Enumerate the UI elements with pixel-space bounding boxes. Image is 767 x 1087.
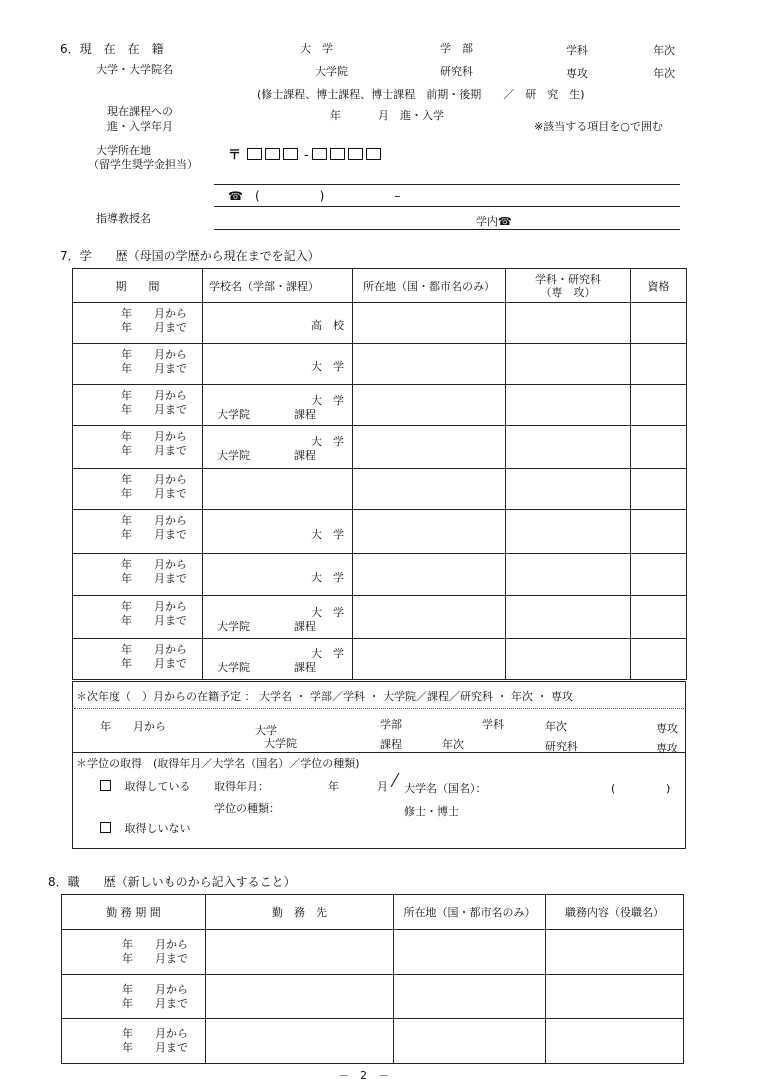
qualification-cell[interactable] — [631, 639, 687, 680]
degree-has-label: 取得している — [124, 780, 191, 793]
degree-has-checkbox[interactable] — [100, 780, 111, 791]
postal-code-field[interactable]: 〒 - — [228, 144, 384, 163]
col-location: 所在地（国・都市名のみ） — [353, 269, 506, 303]
period-cell[interactable]: 年 月から 年 月まで — [73, 639, 203, 680]
page-number: － 2 － — [338, 1069, 389, 1082]
degree-univ-label: 大学名（国名）： — [404, 782, 487, 795]
period-cell[interactable]: 年 月から 年 月まで — [73, 510, 203, 554]
period-cell[interactable]: 年 月から 年 月まで — [73, 596, 203, 639]
degree-year-label[interactable]: 年 — [328, 780, 339, 793]
tel-field[interactable] — [228, 189, 400, 203]
address-line — [214, 184, 680, 185]
table-row — [62, 1019, 684, 1064]
work-location-cell[interactable] — [394, 1019, 546, 1064]
daigaku-label: 大 学 — [300, 42, 333, 55]
major-cell[interactable] — [506, 510, 631, 554]
table-row — [73, 385, 687, 426]
period-cell[interactable]: 年 月から 年 月まで — [73, 344, 203, 385]
entry-year-label: 年 — [330, 109, 341, 122]
qualification-cell[interactable] — [631, 554, 687, 596]
next-year-title: ＊次年度（ ）月からの在籍予定 ： 大学名 ・ 学部／学科 ・ 大学院／課程／研究科 ・ 年次 ・ 専攻 — [76, 690, 573, 703]
next-from-label[interactable]: 年 月から — [100, 720, 166, 733]
current-course-label-1: 現在課程への — [107, 105, 173, 118]
school-cell[interactable]: 大 学 大学院 課程 — [203, 596, 353, 639]
qualification-cell[interactable] — [631, 426, 687, 469]
table-row — [73, 510, 687, 554]
major-cell[interactable] — [506, 385, 631, 426]
advisor-label: 指導教授名 — [96, 212, 151, 225]
table-row — [73, 596, 687, 639]
table-row — [73, 639, 687, 680]
school-cell[interactable]: 大 学 — [203, 510, 353, 554]
col-period: 期 間 — [73, 269, 203, 303]
table-row — [73, 469, 687, 510]
school-cell[interactable]: 大 学 大学院 課程 — [203, 385, 353, 426]
major-cell[interactable] — [506, 344, 631, 385]
next-daigaku-label[interactable]: 大学 — [255, 724, 277, 737]
location-cell[interactable] — [353, 554, 506, 596]
qualification-cell[interactable] — [631, 385, 687, 426]
school-cell[interactable]: 高 校 — [203, 303, 353, 344]
work-location-cell[interactable] — [394, 930, 546, 975]
kenkyuka-label: 研究科 — [440, 65, 473, 78]
location-cell[interactable] — [353, 426, 506, 469]
duties-cell[interactable] — [546, 930, 684, 975]
col-major-line1: 学科・研究科 — [535, 272, 601, 286]
next-katei-label[interactable]: 課程 — [380, 738, 402, 751]
qualification-cell[interactable] — [631, 596, 687, 639]
nenji-label-2: 年次 — [653, 67, 675, 80]
advisor-line — [214, 229, 680, 230]
section6-heading: 6．現 在 在 籍 — [60, 42, 164, 56]
next-senko-label-2[interactable]: 専攻 — [656, 742, 678, 755]
degree-not-option[interactable] — [100, 820, 191, 836]
next-nenji-label-2[interactable]: 年次 — [442, 738, 464, 751]
next-nenji-label[interactable]: 年次 — [545, 720, 567, 733]
univ-address-label-2: （留学生奨学金担当） — [88, 158, 198, 171]
univ-name-label: 大学・大学院名 — [96, 63, 173, 76]
location-cell[interactable] — [353, 639, 506, 680]
period-cell[interactable]: 年 月から 年 月まで — [73, 469, 203, 510]
gakubu-label: 学 部 — [440, 42, 473, 55]
col-work-period: 勤 務 期 間 — [62, 895, 206, 930]
qualification-cell[interactable] — [631, 303, 687, 344]
tel-dash: – — [394, 189, 401, 203]
table-row — [62, 930, 684, 975]
period-cell[interactable]: 年 月から 年 月まで — [73, 385, 203, 426]
degree-type-value[interactable]: 修士・博士 — [404, 805, 459, 818]
major-cell[interactable] — [506, 639, 631, 680]
daigakuin-label: 大学院 — [315, 65, 348, 78]
col-qualification: 資格 — [631, 269, 687, 303]
degree-not-label: 取得しいない — [124, 822, 191, 835]
work-period-cell[interactable]: 年 月から 年 月まで — [62, 975, 206, 1019]
tel-line — [214, 206, 680, 207]
qualification-cell[interactable] — [631, 510, 687, 554]
table-row — [73, 554, 687, 596]
school-cell[interactable] — [203, 469, 353, 510]
qualification-cell[interactable] — [631, 344, 687, 385]
major-cell[interactable] — [506, 469, 631, 510]
campus-ext-label: 学内☎ — [476, 215, 512, 228]
gakka-label: 学科 — [566, 44, 588, 57]
location-cell[interactable] — [353, 344, 506, 385]
next-gakka-label[interactable]: 学科 — [482, 718, 504, 731]
major-cell[interactable] — [506, 554, 631, 596]
degree-type-label: 学位の種類： — [214, 802, 280, 815]
table-row — [73, 303, 687, 344]
section7-heading: 7．学 歴（母国の学歴から現在までを記入） — [60, 249, 320, 263]
degree-univ-paren-open: ( — [611, 782, 616, 795]
duties-cell[interactable] — [546, 975, 684, 1019]
next-year-divider — [74, 708, 684, 709]
col-major-line2: （専 攻） — [540, 285, 596, 299]
table-row — [62, 975, 684, 1019]
period-cell[interactable]: 年 月から 年 月まで — [73, 426, 203, 469]
col-employer: 勤 務 先 — [206, 895, 394, 930]
education-table — [72, 268, 687, 680]
degree-not-checkbox[interactable] — [100, 822, 111, 833]
employer-cell[interactable] — [206, 1019, 394, 1064]
location-cell[interactable] — [353, 596, 506, 639]
major-cell[interactable] — [506, 426, 631, 469]
degree-title: ＊学位の取得 (取得年月／大学名（国名）／学位の種類) — [76, 757, 360, 770]
col-school: 学校名（学部・課程） — [203, 269, 353, 303]
nenji-label: 年次 — [653, 44, 675, 57]
school-cell[interactable]: 大 学 大学院 課程 — [203, 639, 353, 680]
postal-mark-icon: 〒 — [228, 148, 242, 163]
school-cell[interactable]: 大 学 大学院 課程 — [203, 426, 353, 469]
degree-divider — [72, 752, 686, 753]
major-cell[interactable] — [506, 596, 631, 639]
school-cell[interactable]: 大 学 — [203, 344, 353, 385]
work-location-cell[interactable] — [394, 975, 546, 1019]
col-work-location: 所在地（国・都市名のみ） — [394, 895, 546, 930]
degree-has-option[interactable] — [100, 778, 191, 794]
next-daigakuin-label[interactable]: 大学院 — [264, 737, 297, 750]
school-cell[interactable]: 大 学 — [203, 554, 353, 596]
slash-mark — [389, 772, 401, 788]
entry-month-label: 月 進・入学 — [378, 109, 444, 122]
next-kenkyuka-label[interactable]: 研究科 — [545, 740, 578, 753]
location-cell[interactable] — [353, 510, 506, 554]
univ-address-label-1: 大学所在地 — [96, 144, 151, 157]
employer-cell[interactable] — [206, 975, 394, 1019]
period-cell[interactable]: 年 月から 年 月まで — [73, 303, 203, 344]
col-duties: 職務内容（役職名） — [546, 895, 684, 930]
next-senko-label[interactable]: 専攻 — [656, 722, 678, 735]
col-major — [506, 269, 631, 303]
table-row — [73, 426, 687, 469]
degree-univ-paren-close: ) — [666, 782, 671, 795]
employment-table — [61, 894, 684, 1064]
circle-note: ※該当する項目を○で囲む — [534, 120, 663, 133]
section8-heading: 8．職 歴（新しいものから記入すること） — [48, 875, 296, 889]
employer-cell[interactable] — [206, 930, 394, 975]
table-row — [73, 344, 687, 385]
tel-paren-close: ) — [319, 189, 325, 203]
location-cell[interactable] — [353, 385, 506, 426]
work-period-cell[interactable]: 年 月から 年 月まで — [62, 1019, 206, 1064]
period-cell[interactable]: 年 月から 年 月まで — [73, 554, 203, 596]
degree-month-label[interactable]: 月 — [377, 780, 388, 793]
location-cell[interactable] — [353, 469, 506, 510]
qualification-cell[interactable] — [631, 469, 687, 510]
current-course-label-2: 進・入学年月 — [107, 120, 173, 133]
tel-paren-open: ( — [254, 189, 260, 203]
next-gakubu-label[interactable]: 学部 — [380, 718, 402, 731]
duties-cell[interactable] — [546, 1019, 684, 1064]
course-options: (修士課程、博士課程、博士課程 前期・後期 ／ 研 究 生) — [257, 88, 585, 101]
degree-date-label: 取得年月： — [214, 780, 269, 793]
major-cell[interactable] — [506, 303, 631, 344]
phone-icon: ☎ — [228, 189, 243, 203]
location-cell[interactable] — [353, 303, 506, 344]
senko-label: 専攻 — [566, 67, 588, 80]
work-period-cell[interactable]: 年 月から 年 月まで — [62, 930, 206, 975]
